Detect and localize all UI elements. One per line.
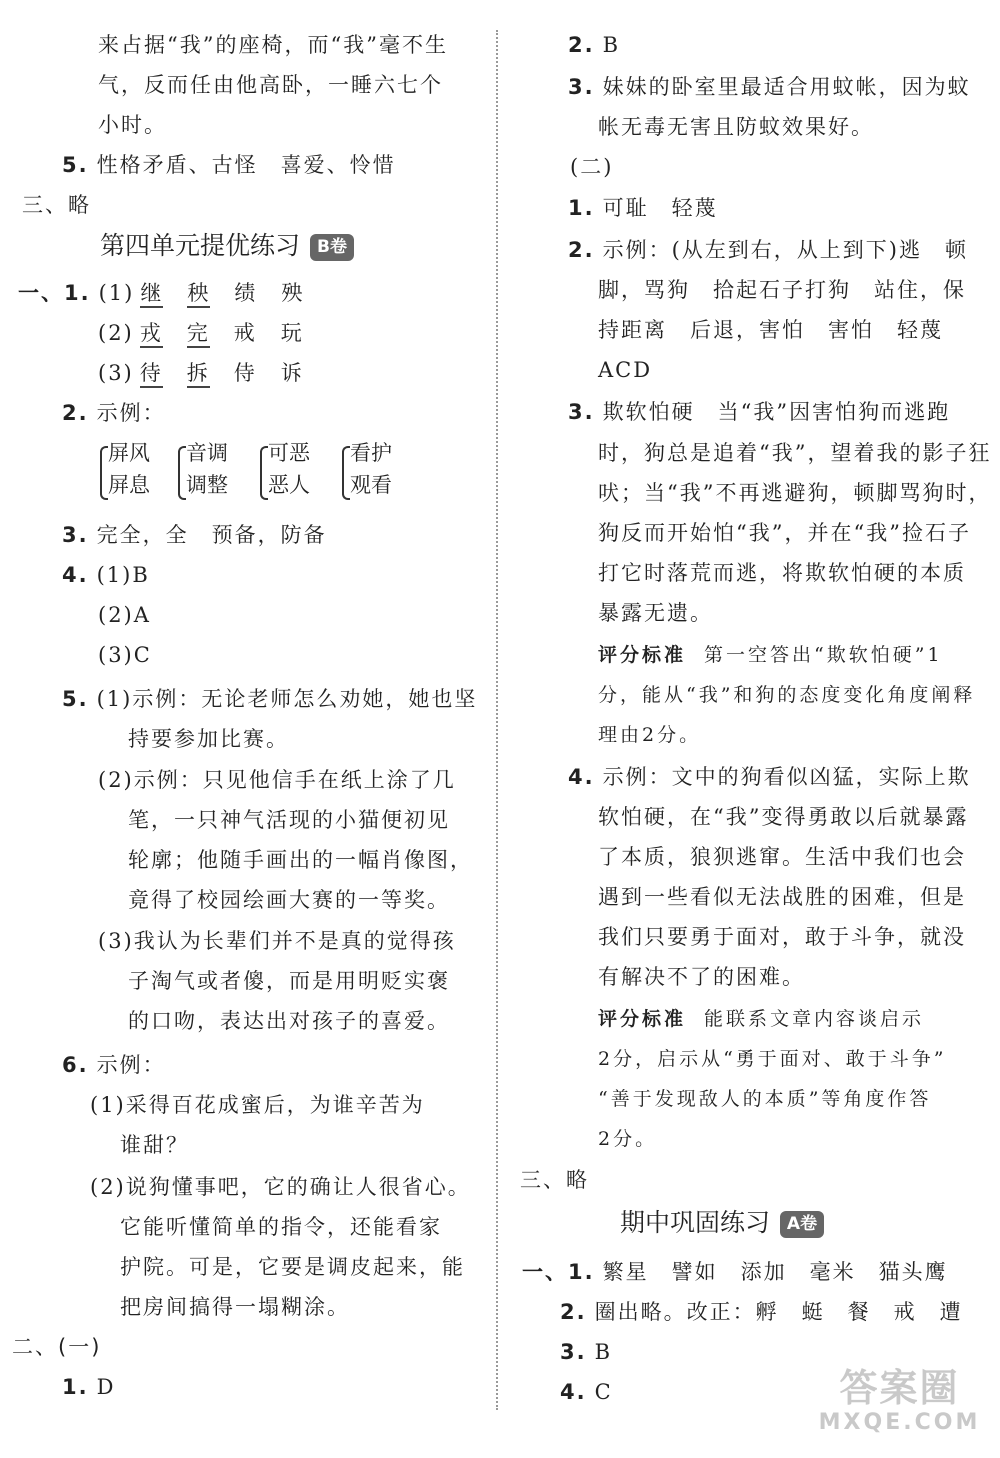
midterm-question-3 [560,1337,612,1367]
question-3b [568,397,950,427]
char: 诉 [280,361,304,385]
question-number: 5. [62,687,89,711]
word-pair-bottom: 恶人 [268,473,310,497]
scoring-text: 第一空答出“欺软怕硬”1 [704,644,943,666]
char-underlined: 秧 [187,281,210,308]
scoring-criteria-label: 评分标准 [598,644,687,666]
question-3 [568,72,971,102]
question-5-answer [62,150,396,180]
brace-mark [342,446,350,500]
answer-text-line: 持要参加比赛。 [128,727,289,751]
answer-text-line: 时，狗总是追着“我”，望着我的影子狂 [598,441,992,465]
answer-text-line: 子淘气或者傻，而是用明贬实褒 [128,969,450,993]
section-1-row-1 [18,278,304,308]
midterm-question-2 [560,1297,963,1327]
word-pair-top: 音调 [186,441,228,465]
answer-text-line: 帐无毒无害且防蚊效果好。 [598,115,874,139]
question-number: 1. [568,196,595,220]
char: 戒 [233,321,257,345]
brace-mark [178,446,186,500]
answer-text: (1)B [96,563,150,587]
answer-text: 示例：(从左到右，从上到下)逃 顿 [602,238,968,262]
answer-text-line: 竟得了校园绘画大赛的一等奖。 [128,888,450,912]
word-pair-top: 看护 [350,441,392,465]
answer-text: B [602,33,621,57]
question-2 [62,398,166,428]
watermark-logo [817,1367,982,1442]
char-underlined: 完 [187,321,210,348]
answer-text-line: 的口吻，表达出对孩子的喜爱。 [128,1009,450,1033]
question-number: 4. [568,765,595,789]
answer-text: 圈出略。改正：孵 蜓 餐 戒 遭 [594,1300,963,1324]
section-1-row-2 [98,318,304,348]
question-2 [568,235,968,265]
question-4 [568,762,971,792]
question-number: 1. [62,1375,89,1399]
answer-text-line: (1)采得百花成蜜后，为谁辛苦为 [90,1093,425,1117]
answer-text-line: 持距离 后退，害怕 害怕 轻蔑 [598,318,943,342]
word-pair-top: 屏风 [108,441,150,465]
question-4 [62,560,150,590]
scoring-text: 能联系文章内容谈启示 [704,1008,925,1030]
question-number: 6. [62,1053,89,1077]
answer-text-line: 小时。 [98,113,167,137]
answer-text-line: 谁甜？ [120,1133,189,1157]
scoring-criteria-label: 评分标准 [598,1008,687,1030]
answer-text: 完全，全 预备，防备 [96,523,327,547]
unit-heading-title: 第四单元提优练习 [100,231,301,260]
char: 侍 [233,361,257,385]
answer-text-line: 暴露无遗。 [598,601,713,625]
answer-text-line: 有解决不了的困难。 [598,965,805,989]
question-6 [62,1050,166,1080]
word-pair-bottom: 观看 [350,473,392,497]
section-1-row-3 [98,358,304,388]
question-1 [568,193,718,223]
question-number: 4. [62,563,89,587]
question-number: 2. [568,33,595,57]
char-underlined: 待 [140,361,163,388]
question-number: 2. [568,238,595,262]
answer-text: C [594,1380,613,1404]
answer-text-line: 气，反而任由他高卧，一睡六七个 [98,73,443,97]
answer-text-line: 把房间搞得一塌糊涂。 [120,1295,350,1319]
answer-text: 性格矛盾、古怪 喜爱、怜惜 [96,153,396,177]
scoring-criteria-1 [598,640,943,670]
word-pair-bottom: 屏息 [108,473,150,497]
scoring-text-line: 分，能从“我”和狗的态度变化角度阐释 [598,684,976,706]
answer-text-line: (3)C [98,643,152,667]
question-number: 2. [560,1300,587,1324]
unit-heading [100,228,354,264]
scoring-text-line: 2分。 [598,1128,658,1150]
scoring-text-line: 2分，启示从“勇于面对、敢于斗争” [598,1048,947,1070]
question-1 [62,1372,115,1402]
answer-text-line: 吠；当“我”不再逃避狗，顿脚骂狗时， [598,481,992,505]
row-label: (3) [98,361,134,385]
answer-text-line: (2)示例：只见他信手在纸上涂了几 [98,768,456,792]
answer-text-line: 脚，骂狗 拾起石子打狗 站住，保 [598,278,966,302]
answer-text-line: 轮廓；他随手画出的一幅肖像图， [128,848,473,872]
answer-text: (1)示例：无论老师怎么劝她，她也坚 [96,687,478,711]
char: 殃 [281,281,305,305]
brace-mark [260,446,268,500]
question-number: 一、1. [522,1260,595,1284]
answer-text-line: 了本质，狼狈逃窜。生活中我们也会 [598,845,966,869]
answer-text: D [96,1375,116,1399]
part-2-heading: (二) [570,155,614,179]
word-pair-bottom: 调整 [186,473,228,497]
section-3-heading: 三、略 [520,1168,589,1192]
scoring-text-line: “善于发现敌人的本质”等角度作答 [598,1088,932,1110]
question-2 [568,30,620,60]
midterm-question-4 [560,1377,613,1407]
answer-text: 欺软怕硬 当“我”因害怕狗而逃跑 [602,400,951,424]
answer-text-line: 护院。可是，它要是调皮起来，能 [120,1255,465,1279]
question-number: 3. [568,75,595,99]
watermark-url: MXQE.COM [818,1410,981,1435]
char-underlined: 继 [140,281,163,308]
char: 玩 [280,321,304,345]
answer-text-line: (3)我认为长辈们并不是真的觉得孩 [98,929,456,953]
answer-text: B [594,1340,613,1364]
badge-b: B卷 [310,234,354,261]
question-number: 4. [560,1380,587,1404]
answer-text-line: 软怕硬，在“我”变得勇敢以后就暴露 [598,805,969,829]
row-label: (1) [98,281,135,305]
answer-text: 可耻 轻蔑 [602,196,718,220]
question-number: 3. [62,523,89,547]
question-number: 3. [560,1340,587,1364]
answer-text-line: 打它时落荒而逃，将欺软怕硬的本质 [598,561,966,585]
watermark-text: 答案圈 [839,1366,960,1410]
midterm-question-1 [522,1257,948,1287]
answer-text: 繁星 譬如 添加 毫米 猫头鹰 [602,1260,948,1284]
word-pair-top: 可恶 [268,441,310,465]
answer-text: 示例： [96,1053,166,1077]
section-2-heading: 二、(一) [12,1335,102,1359]
answer-text-line: 我们只要勇于面对，敢于斗争，就没 [598,925,966,949]
char-underlined: 戎 [140,321,163,348]
midterm-heading-title: 期中巩固练习 [620,1208,771,1237]
answer-text-line: ACD [598,358,653,382]
column-divider [496,30,498,1410]
scoring-criteria-2 [598,1004,924,1034]
answer-text-line: 来占据“我”的座椅，而“我”毫不生 [98,33,448,57]
scoring-text-line: 理由2分。 [598,724,702,746]
answer-text-line: 狗反而开始怕“我”，并在“我”捡石子 [598,521,971,545]
answer-text: 示例： [96,401,166,425]
answer-text: 妹妹的卧室里最适合用蚊帐，因为蚊 [602,75,971,99]
answer-text: 示例：文中的狗看似凶猛，实际上欺 [602,765,971,789]
question-5b [62,684,477,714]
answer-text-line: (2)说狗懂事吧，它的确让人很省心。 [90,1175,471,1199]
section-3-heading: 三、略 [22,193,91,217]
question-number: 2. [62,401,89,425]
answer-text-line: 它能听懂简单的指令，还能看家 [120,1215,442,1239]
question-3 [62,520,327,550]
row-label: (2) [98,321,134,345]
answer-text-line: 遇到一些看似无法战胜的困难，但是 [598,885,966,909]
char: 绩 [234,281,258,305]
badge-a: A卷 [780,1211,824,1238]
answer-text-line: 笔，一只神气活现的小猫便初见 [128,808,450,832]
answer-text-line: (2)A [98,603,151,627]
char-underlined: 拆 [187,361,210,388]
question-number: 5. [62,153,89,177]
question-number: 3. [568,400,595,424]
brace-mark [100,446,108,500]
question-number: 一、1. [18,281,91,305]
midterm-heading [620,1205,824,1241]
